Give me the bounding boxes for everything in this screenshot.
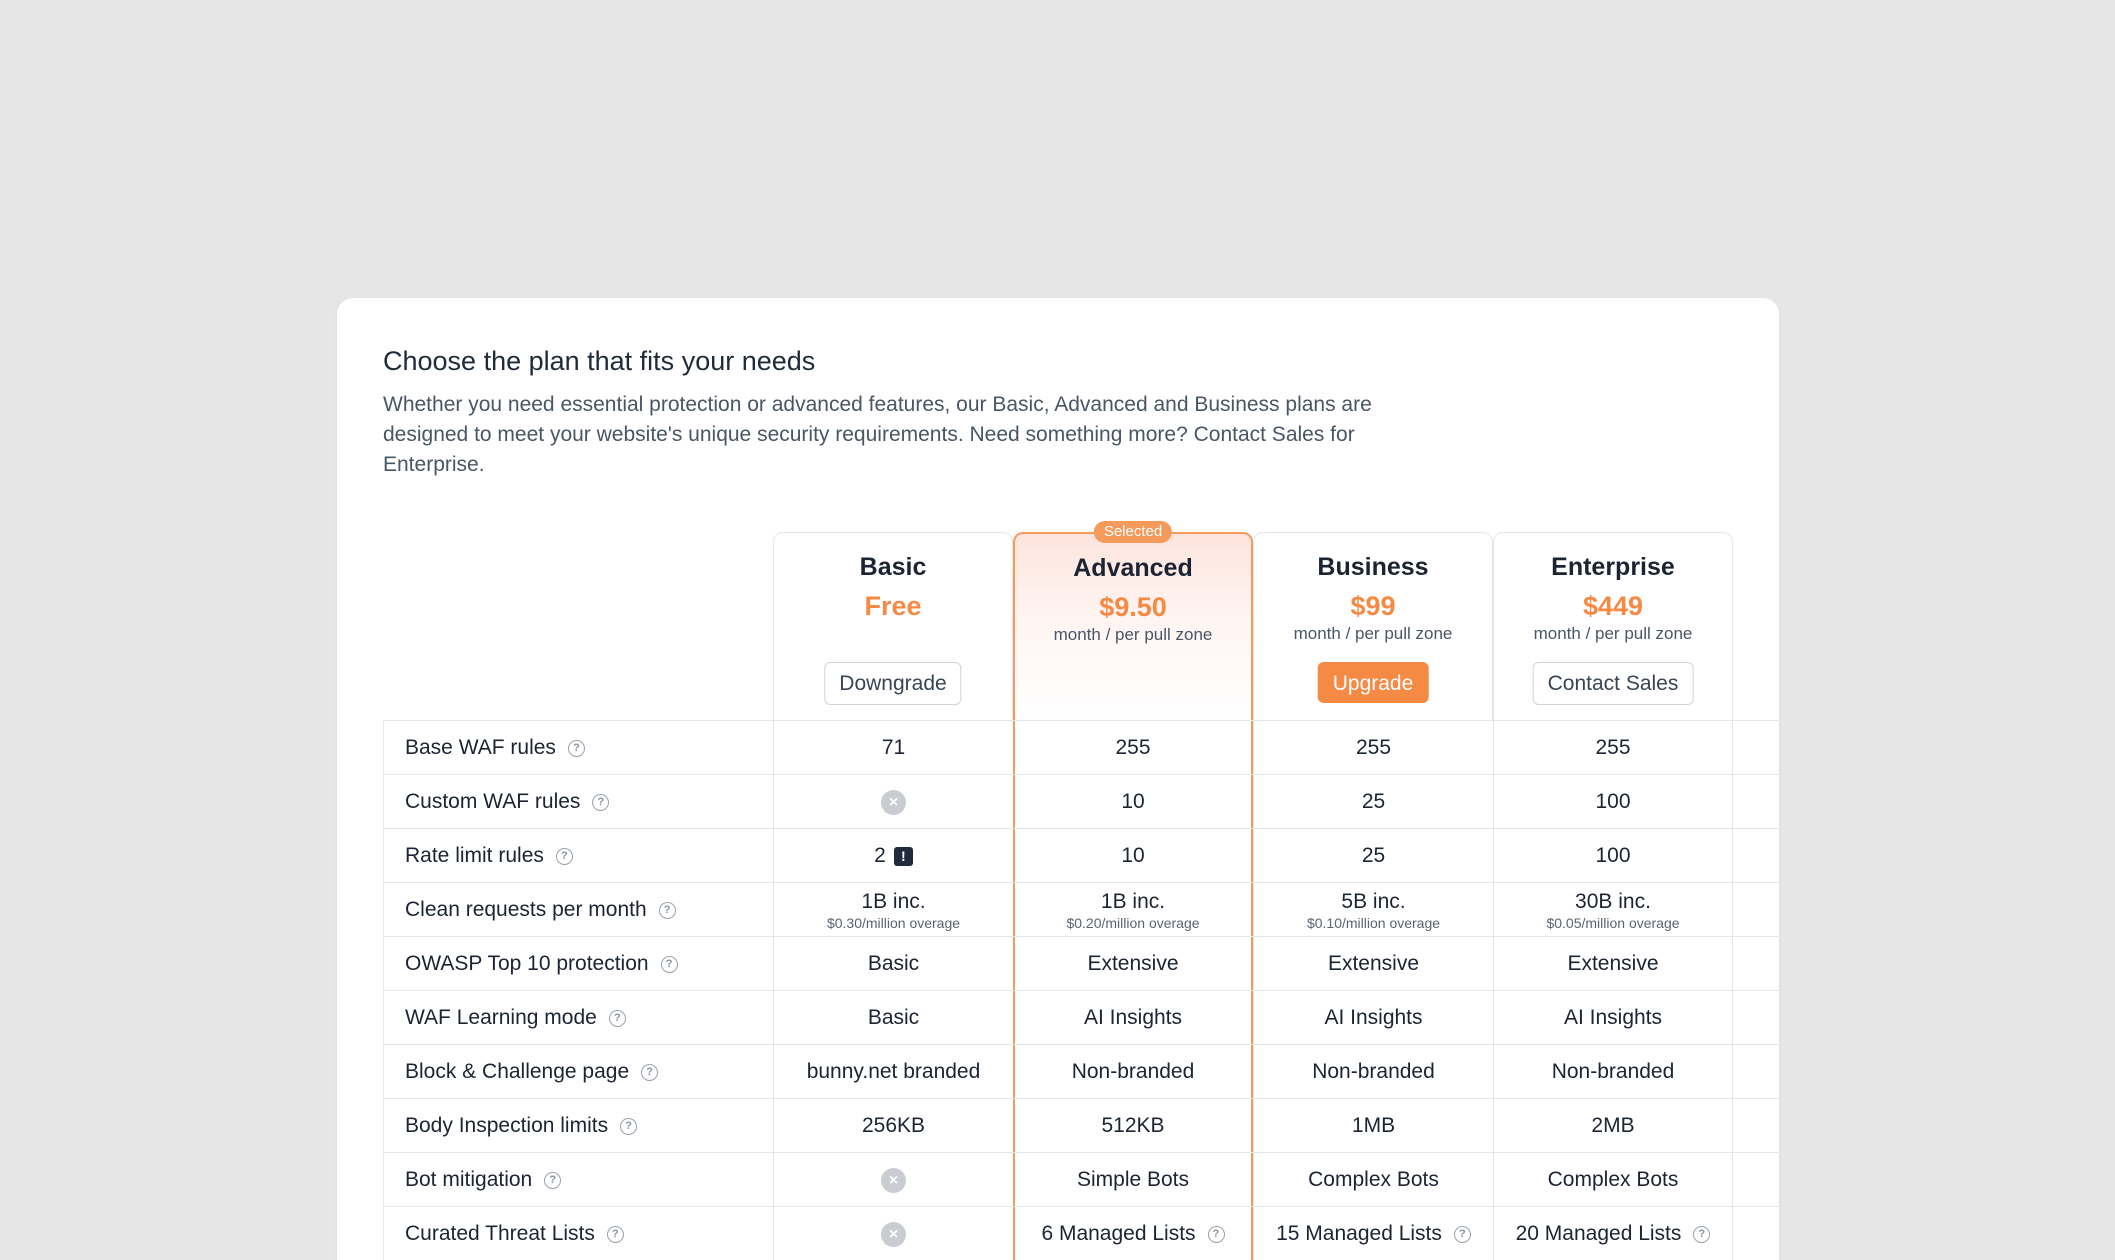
feature-label-text: Custom WAF rules	[405, 790, 581, 813]
feature-label	[383, 1207, 773, 1260]
table-cell: 255	[1013, 721, 1253, 775]
selected-badge: Selected	[1094, 521, 1172, 543]
table-cell	[773, 883, 1013, 937]
cell-subvalue: $0.30/million overage	[826, 914, 961, 931]
help-icon[interactable]: ?	[620, 1118, 637, 1135]
warning-icon[interactable]: !	[894, 847, 913, 866]
table-cell: AI Insights	[1013, 991, 1253, 1045]
table-cell: Complex Bots	[1253, 1153, 1493, 1207]
cell-value: 6 Managed Lists	[1041, 1222, 1196, 1245]
table-cell: 255	[1493, 721, 1733, 775]
table-cell: Non-branded	[1493, 1045, 1733, 1099]
help-icon[interactable]: ?	[607, 1226, 624, 1243]
cell-value: 20 Managed Lists	[1515, 1222, 1682, 1245]
plan-card	[337, 298, 1779, 1260]
table-row	[383, 828, 1781, 882]
table-cell: 100	[1493, 829, 1733, 883]
downgrade-button[interactable]: Downgrade	[824, 662, 961, 705]
plan-price: Free	[864, 591, 922, 621]
cell-value: 30B inc.	[1575, 889, 1651, 913]
table-cell: 2MB	[1493, 1099, 1733, 1153]
feature-label	[383, 721, 773, 775]
table-cell	[1493, 1207, 1733, 1260]
plan-name: Enterprise	[1551, 553, 1675, 581]
help-icon[interactable]: ?	[661, 956, 678, 973]
cell-subvalue: $0.10/million overage	[1306, 914, 1441, 931]
table-cell	[773, 1153, 1013, 1207]
feature-label	[383, 883, 773, 937]
table-cell: Non-branded	[1253, 1045, 1493, 1099]
feature-label-text: WAF Learning mode	[405, 1006, 597, 1029]
feature-label	[383, 1045, 773, 1099]
feature-label-text: Clean requests per month	[405, 898, 647, 921]
cell-value: 1B inc.	[1100, 889, 1166, 913]
feature-label-text: Block & Challenge page	[405, 1060, 630, 1083]
cell-value: 15 Managed Lists	[1276, 1222, 1442, 1245]
table-row	[383, 1044, 1781, 1098]
plan-price: $449	[1582, 591, 1644, 621]
table-cell: AI Insights	[1253, 991, 1493, 1045]
table-cell: 256KB	[773, 1099, 1013, 1153]
table-cell: 512KB	[1013, 1099, 1253, 1153]
feature-label	[383, 829, 773, 883]
feature-label-text: Bot mitigation	[405, 1168, 533, 1191]
table-cell: 1MB	[1253, 1099, 1493, 1153]
table-cell: 255	[1253, 721, 1493, 775]
table-row	[383, 1152, 1781, 1206]
feature-label-text: Body Inspection limits	[405, 1114, 609, 1137]
table-row	[383, 882, 1781, 936]
help-icon[interactable]: ?	[592, 794, 609, 811]
help-icon[interactable]: ?	[609, 1010, 626, 1027]
feature-label	[383, 937, 773, 991]
table-cell: bunny.net branded	[773, 1045, 1013, 1099]
table-cell	[773, 829, 1013, 883]
plan-name: Business	[1317, 553, 1429, 581]
plan-basic	[773, 532, 1013, 720]
feature-label-text: Base WAF rules	[405, 736, 556, 759]
table-cell: Extensive	[1253, 937, 1493, 991]
cell-value: 5B inc.	[1341, 889, 1406, 913]
page-description: Whether you need essential protection or advanced features, our Basic, Advanced and Business plans are designed to meet your website's unique security requirements. Need something more? Contact Sales for Enterprise.	[383, 393, 1372, 476]
plan-period: month / per pull zone	[1053, 625, 1213, 644]
table-cell	[1493, 883, 1733, 937]
cell-value: 2	[874, 844, 886, 867]
table-cell: Non-branded	[1013, 1045, 1253, 1099]
cell-subvalue: $0.20/million overage	[1066, 914, 1200, 931]
help-icon[interactable]: ?	[659, 902, 676, 919]
feature-label	[383, 1099, 773, 1153]
plan-price: $99	[1350, 591, 1396, 621]
table-cell	[1013, 883, 1253, 937]
help-icon[interactable]: ?	[556, 848, 573, 865]
table-cell: 100	[1493, 775, 1733, 829]
not-included-icon: ×	[881, 790, 906, 815]
help-icon[interactable]: ?	[568, 740, 585, 757]
table-cell: Simple Bots	[1013, 1153, 1253, 1207]
feature-label	[383, 1153, 773, 1207]
table-cell	[773, 1207, 1013, 1260]
table-cell	[1013, 1207, 1253, 1260]
page-title: Choose the plan that fits your needs	[383, 346, 816, 376]
table-cell: Complex Bots	[1493, 1153, 1733, 1207]
feature-label-text: Rate limit rules	[405, 844, 544, 867]
plan-period: month / per pull zone	[1293, 624, 1453, 643]
table-cell: 25	[1253, 775, 1493, 829]
plan-price: $9.50	[1099, 592, 1167, 622]
table-cell: 25	[1253, 829, 1493, 883]
table-cell: AI Insights	[1493, 991, 1733, 1045]
table-cell	[1253, 1207, 1493, 1260]
contact-sales-button[interactable]: Contact Sales	[1533, 662, 1694, 705]
table-row	[383, 1206, 1781, 1260]
table-cell: 71	[773, 721, 1013, 775]
cell-value: 1B inc.	[861, 889, 926, 913]
feature-label-text: Curated Threat Lists	[405, 1222, 595, 1245]
table-row	[383, 774, 1781, 828]
table-row	[383, 936, 1781, 990]
plan-period: month / per pull zone	[1533, 624, 1693, 643]
plan-name: Advanced	[1073, 554, 1193, 582]
table-row	[383, 990, 1781, 1044]
plan-advanced	[1013, 523, 1253, 720]
table-cell	[1253, 883, 1493, 937]
table-cell: Basic	[773, 937, 1013, 991]
not-included-icon: ×	[881, 1168, 906, 1193]
plan-name: Basic	[859, 553, 927, 581]
table-cell	[773, 775, 1013, 829]
feature-label	[383, 775, 773, 829]
upgrade-button[interactable]: Upgrade	[1318, 662, 1429, 703]
help-icon[interactable]: ?	[641, 1064, 658, 1081]
help-icon[interactable]: ?	[544, 1172, 561, 1189]
help-icon[interactable]: ?	[1208, 1226, 1225, 1243]
table-cell: 10	[1013, 775, 1253, 829]
table-cell: Extensive	[1493, 937, 1733, 991]
cell-subvalue: $0.05/million overage	[1546, 914, 1680, 931]
table-cell: 10	[1013, 829, 1253, 883]
help-icon[interactable]: ?	[1454, 1226, 1471, 1243]
table-row	[383, 720, 1781, 774]
table-cell: Extensive	[1013, 937, 1253, 991]
not-included-icon: ×	[881, 1222, 906, 1247]
table-row	[383, 1098, 1781, 1152]
plan-business	[1253, 532, 1493, 720]
help-icon[interactable]: ?	[1693, 1226, 1710, 1243]
plan-enterprise	[1493, 532, 1733, 720]
table-cell: Basic	[773, 991, 1013, 1045]
feature-rows	[383, 720, 1781, 1260]
feature-label	[383, 991, 773, 1045]
feature-label-text: OWASP Top 10 protection	[405, 952, 649, 975]
plan-header-row	[383, 523, 1781, 720]
